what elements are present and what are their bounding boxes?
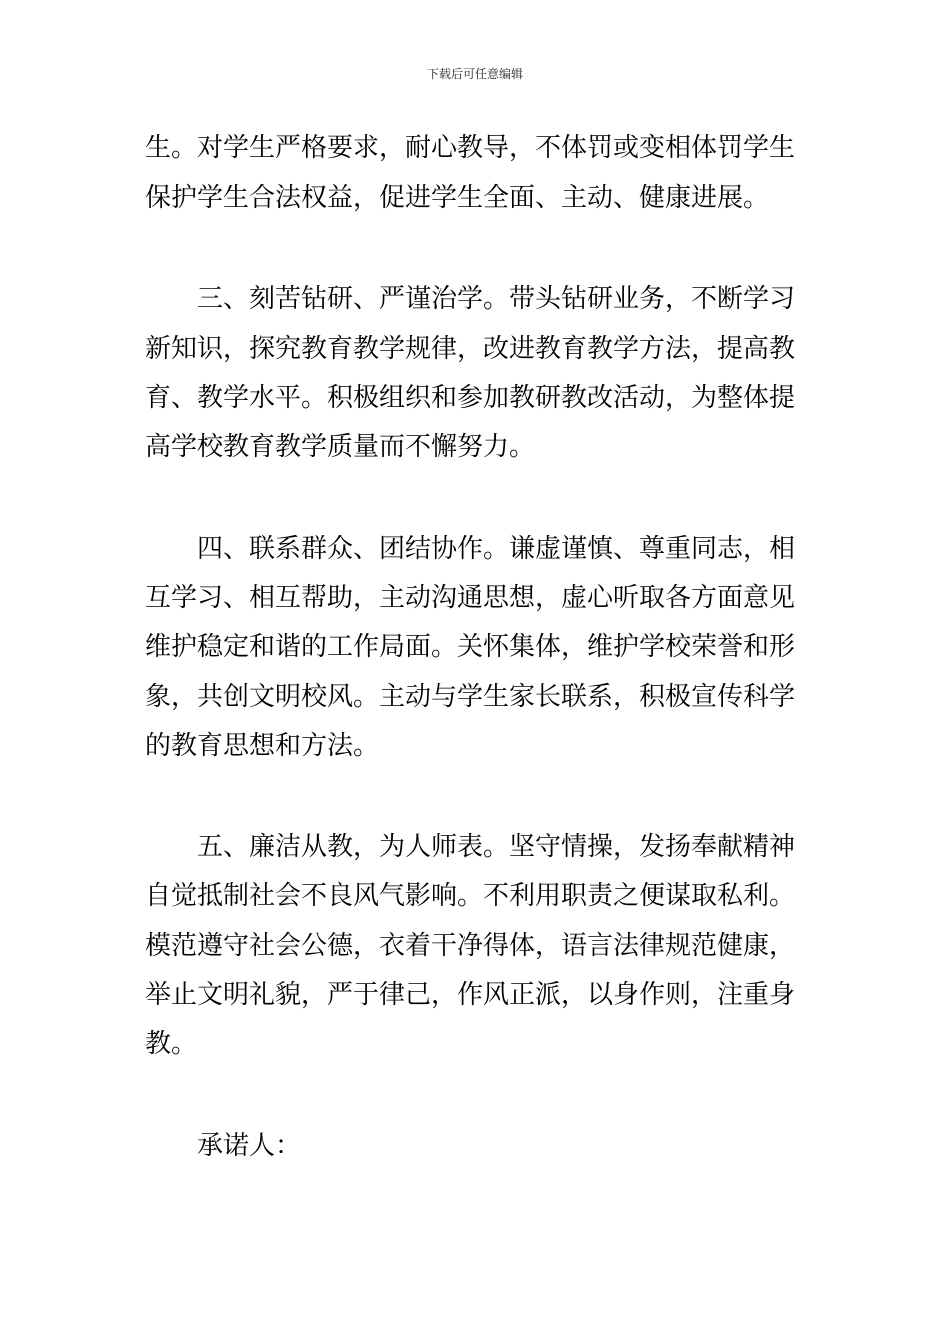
paragraph-line: 育、教学水平。积极组织和参加教研教改活动，为整体提 (145, 383, 796, 413)
paragraph-line: 的教育思想和方法。 (145, 731, 380, 761)
paragraph-line: 保护学生合法权益，促进学生全面、主动、健康进展。 (145, 183, 770, 213)
page-header-note: 下载后可任意编辑 (426, 67, 523, 81)
paragraph-line: 自觉抵制社会不良风气影响。不利用职责之便谋取私利。 (145, 881, 796, 911)
paragraph-line: 高学校教育教学质量而不懈努力。 (145, 432, 536, 462)
paragraph-line: 象，共创文明校风。主动与学生家长联系，积极宣传科学 (145, 682, 796, 712)
paragraph-line: 新知识，探究教育教学规律，改进教育教学方法，提高教 (145, 334, 796, 364)
paragraph-line: 四、联系群众、团结协作。谦虚谨慎、尊重同志，相 (197, 534, 796, 564)
paragraph-line: 教。 (145, 1029, 198, 1059)
paragraph-line: 生。对学生严格要求，耐心教导，不体罚或变相体罚学生 (145, 133, 796, 163)
paragraph-line: 五、廉洁从教，为人师表。坚守情操，发扬奉献精神 (197, 832, 796, 862)
paragraph-line: 维护稳定和谐的工作局面。关怀集体，维护学校荣誉和形 (145, 632, 796, 662)
paragraph-line: 模范遵守社会公德，衣着干净得体，语言法律规范健康， (145, 931, 796, 961)
paragraph-line: 互学习、相互帮助，主动沟通思想，虚心听取各方面意见 (145, 583, 796, 613)
paragraph-line: 举止文明礼貌，严于律己，作风正派，以身作则，注重身 (145, 980, 796, 1010)
signature-label: 承诺人： (197, 1131, 302, 1161)
paragraph-line: 三、刻苦钻研、严谨治学。带头钻研业务，不断学习 (197, 284, 796, 314)
